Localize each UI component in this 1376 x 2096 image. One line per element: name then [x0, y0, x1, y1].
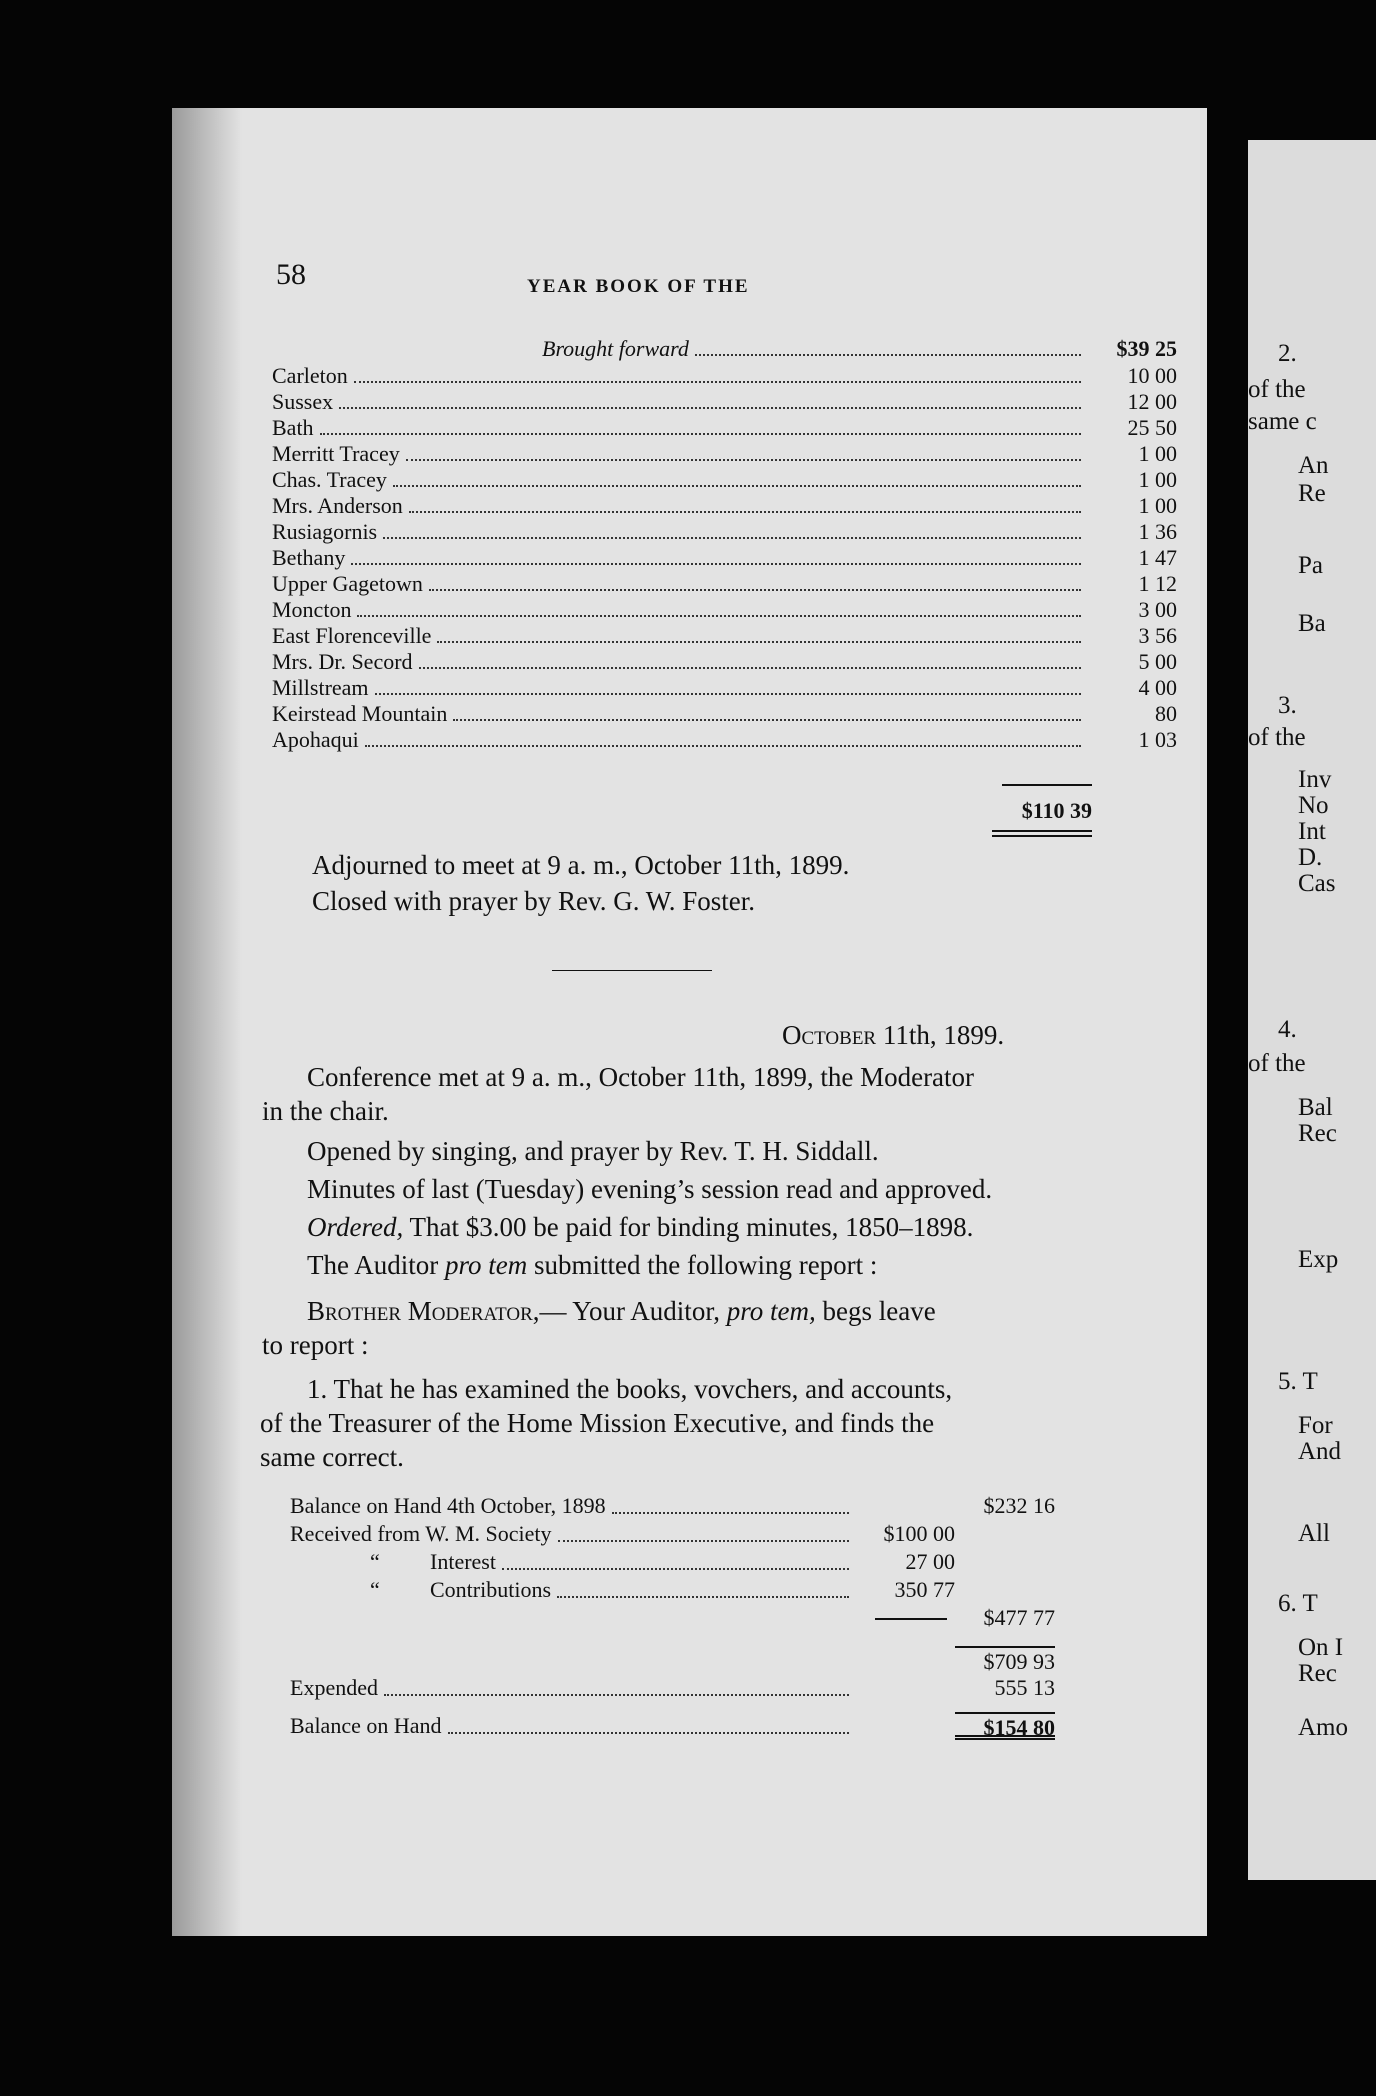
finance-amount-inner [855, 1712, 955, 1740]
finance-amount [955, 1548, 1055, 1576]
finance-amount-inner [855, 1492, 955, 1520]
fragment-text: All [1298, 1520, 1330, 1547]
adjourned-line: Adjourned to meet at 9 a. m., October 11th, 1899. [312, 850, 850, 880]
contributor-name: Moncton [272, 597, 352, 622]
contribution-amount: 12 00 [1127, 389, 1177, 414]
salutation: Brother Moderator, [307, 1296, 540, 1326]
contributor-name: Chas. Tracey [272, 467, 387, 492]
finance-amount [955, 1520, 1055, 1548]
closed-line: Closed with prayer by Rev. G. W. Foster. [312, 886, 755, 916]
running-head: YEAR BOOK OF THE [527, 276, 750, 297]
total-rule-top [1002, 784, 1092, 786]
contributor-name: Apohaqui [272, 727, 359, 752]
fragment-text: Inv [1298, 766, 1332, 793]
sum-amount: $709 93 [955, 1646, 1055, 1674]
auditor-pre: The Auditor [307, 1250, 445, 1280]
finance-label: Contributions [430, 1577, 552, 1602]
finance-row [290, 1576, 1055, 1604]
finance-label: Expended [290, 1675, 378, 1700]
salutation-line [307, 1296, 936, 1327]
list-item [272, 441, 1177, 467]
report-pre: — Your Auditor, [539, 1296, 727, 1326]
fragment-text: 4. [1278, 1016, 1297, 1043]
fragment-text: Rec [1298, 1120, 1337, 1147]
item1-line-1: 1. That he has examined the books, vovchers, and accounts, [307, 1374, 953, 1404]
leader-dots [351, 545, 1081, 565]
ditto-mark: “ [370, 1577, 380, 1602]
list-item [272, 675, 1177, 701]
contribution-amount: 3 56 [1138, 623, 1177, 648]
report-line-2: to report : [262, 1330, 369, 1360]
book-page [172, 108, 1207, 1936]
fragment-text: D. [1298, 844, 1323, 871]
date-rest: 11th, 1899. [876, 1020, 1005, 1050]
leader-dots [320, 415, 1081, 435]
fragment-text: of the [1248, 376, 1306, 403]
fragment-text: An [1298, 452, 1329, 479]
leader-dots [453, 701, 1081, 721]
list-item [272, 727, 1177, 753]
leader-dots [437, 623, 1081, 643]
item1-line-2: of the Treasurer of the Home Mission Executive, and finds the [260, 1408, 935, 1438]
date-heading [782, 1020, 1004, 1051]
fragment-text: 5. T [1278, 1368, 1318, 1395]
spacer [290, 1604, 875, 1632]
fragment-text: For [1298, 1412, 1333, 1439]
contributor-name: Carleton [272, 363, 348, 388]
item1-line-3: same correct. [260, 1442, 404, 1472]
fragment-text: of the [1248, 1050, 1306, 1077]
fragment-text: Ba [1298, 610, 1326, 637]
contribution-amount: 1 00 [1138, 493, 1177, 518]
contribution-amount: 4 00 [1138, 675, 1177, 700]
ordered-rest: That $3.00 be paid for binding minutes, 1850–1898. [403, 1212, 974, 1242]
leader-dots [502, 1548, 849, 1570]
contributor-name: Rusiagornis [272, 519, 378, 544]
subtotal-rule [875, 1604, 947, 1620]
contributor-name: Bethany [272, 545, 346, 570]
report-em: pro tem, [726, 1296, 816, 1326]
fragment-text: Rec [1298, 1660, 1337, 1687]
leader-dots [612, 1492, 849, 1514]
opened-line: Opened by singing, and prayer by Rev. T. H. Siddall. [307, 1136, 879, 1166]
fragment-text: Exp [1298, 1246, 1339, 1273]
leader-dots [375, 675, 1081, 695]
list-item [272, 363, 1177, 389]
finance-amount-inner: $100 00 [883, 1521, 955, 1546]
list-item [272, 493, 1177, 519]
contributions-total: $110 39 [1021, 798, 1092, 823]
leader-dots [695, 336, 1081, 356]
fragment-text: Cas [1298, 870, 1336, 897]
finance-row [290, 1548, 1055, 1576]
contribution-amount: 1 03 [1138, 727, 1177, 752]
list-item [272, 597, 1177, 623]
finance-amount-inner: 27 00 [905, 1549, 955, 1574]
contribution-amount: 3 00 [1138, 597, 1177, 622]
finance-amount-inner [855, 1674, 955, 1702]
brought-forward-amount: $39 25 [1116, 336, 1177, 361]
fragment-text: On I [1298, 1634, 1344, 1661]
list-item [272, 701, 1177, 727]
list-item [272, 649, 1177, 675]
finance-label: Interest [430, 1549, 496, 1574]
leader-dots [384, 1674, 849, 1696]
contribution-amount: 80 [1155, 701, 1177, 726]
report-post: begs leave [815, 1296, 936, 1326]
fragment-text: And [1298, 1438, 1342, 1465]
auditor-line [307, 1250, 877, 1281]
finance-row [290, 1492, 1055, 1520]
approved-line: Minutes of last (Tuesday) evening’s session read and approved. [307, 1174, 993, 1204]
leader-dots [365, 727, 1081, 747]
contributor-name: Mrs. Anderson [272, 493, 403, 518]
finance-row [290, 1604, 1055, 1632]
contribution-amount: 25 50 [1127, 415, 1177, 440]
leader-dots [383, 519, 1081, 539]
ordered-line [307, 1212, 973, 1243]
met-line-2: in the chair. [262, 1096, 389, 1126]
contributor-name: Sussex [272, 389, 334, 414]
list-item [272, 545, 1177, 571]
fragment-text: 2. [1278, 340, 1297, 367]
date-month: October [782, 1020, 877, 1050]
subtotal-amount: $477 77 [983, 1605, 1055, 1630]
fragment-text: Bal [1298, 1094, 1333, 1121]
fragment-text: Re [1298, 480, 1326, 507]
finance-amount: 555 13 [994, 1675, 1055, 1700]
total-rule-bottom [992, 830, 1092, 832]
list-item [272, 389, 1177, 415]
finance-amount: $232 16 [983, 1493, 1055, 1518]
fragment-text: same c [1248, 408, 1317, 435]
balance-amount: $154 80 [955, 1712, 1055, 1740]
leader-dots [406, 441, 1081, 461]
contribution-amount: 1 36 [1138, 519, 1177, 544]
total-rule-bottom-2 [992, 835, 1092, 837]
spacer [290, 1646, 955, 1674]
leader-dots [357, 597, 1081, 617]
contributor-name: Bath [272, 415, 314, 440]
leader-dots [393, 467, 1081, 487]
page-spine-shadow [172, 108, 242, 1936]
fragment-text: Pa [1298, 552, 1323, 579]
contribution-amount: 1 47 [1138, 545, 1177, 570]
list-item [272, 519, 1177, 545]
leader-dots [429, 571, 1081, 591]
finance-label: Balance on Hand [290, 1713, 442, 1738]
contributor-name: Merritt Tracey [272, 441, 400, 466]
contributor-name: Mrs. Dr. Secord [272, 649, 413, 674]
finance-row [290, 1712, 1055, 1740]
brought-forward-label: Brought forward [542, 336, 689, 361]
finance-amount-inner: 350 77 [894, 1577, 955, 1602]
fragment-text: of the [1248, 724, 1306, 751]
fragment-text: 3. [1278, 692, 1297, 719]
finance-statement [290, 1492, 1055, 1740]
finance-amount [955, 1576, 1055, 1604]
finance-label: Balance on Hand 4th October, 1898 [290, 1493, 606, 1518]
leader-dots [339, 389, 1081, 409]
contribution-amount: 1 12 [1138, 571, 1177, 596]
contributor-name: Millstream [272, 675, 369, 700]
leader-dots [448, 1712, 850, 1734]
leader-dots [409, 493, 1081, 513]
fragment-text: 6. T [1278, 1590, 1318, 1617]
list-item [272, 571, 1177, 597]
finance-row [290, 1646, 1055, 1674]
finance-label: Received from W. M. Society [290, 1521, 552, 1546]
leader-dots [354, 363, 1081, 383]
met-line-1: Conference met at 9 a. m., October 11th, 1899, the Moderator [307, 1062, 975, 1092]
finance-row [290, 1674, 1055, 1702]
ditto-mark: “ [370, 1549, 380, 1574]
auditor-post: submitted the following report : [527, 1250, 878, 1280]
brought-forward-row [542, 336, 1177, 362]
fragment-text: Int [1298, 818, 1326, 845]
ordered-em: Ordered, [307, 1212, 404, 1242]
auditor-em: pro tem [444, 1250, 528, 1280]
fragment-text: Amo [1298, 1714, 1348, 1741]
leader-dots [558, 1520, 849, 1542]
list-item [272, 623, 1177, 649]
facing-page-fragment [1248, 140, 1376, 1880]
list-item [272, 467, 1177, 493]
contributor-name: East Florenceville [272, 623, 432, 648]
contribution-amount: 1 00 [1138, 441, 1177, 466]
contribution-amount: 10 00 [1127, 363, 1177, 388]
contribution-amount: 1 00 [1138, 467, 1177, 492]
list-item [272, 415, 1177, 441]
section-divider [552, 970, 712, 971]
page-number: 58 [276, 258, 306, 291]
contributor-name: Upper Gagetown [272, 571, 423, 596]
leader-dots [419, 649, 1081, 669]
fragment-text: No [1298, 792, 1329, 819]
leader-dots [557, 1576, 849, 1598]
finance-row [290, 1520, 1055, 1548]
contributions-list [272, 363, 1177, 753]
contribution-amount: 5 00 [1138, 649, 1177, 674]
contributor-name: Keirstead Mountain [272, 701, 448, 726]
